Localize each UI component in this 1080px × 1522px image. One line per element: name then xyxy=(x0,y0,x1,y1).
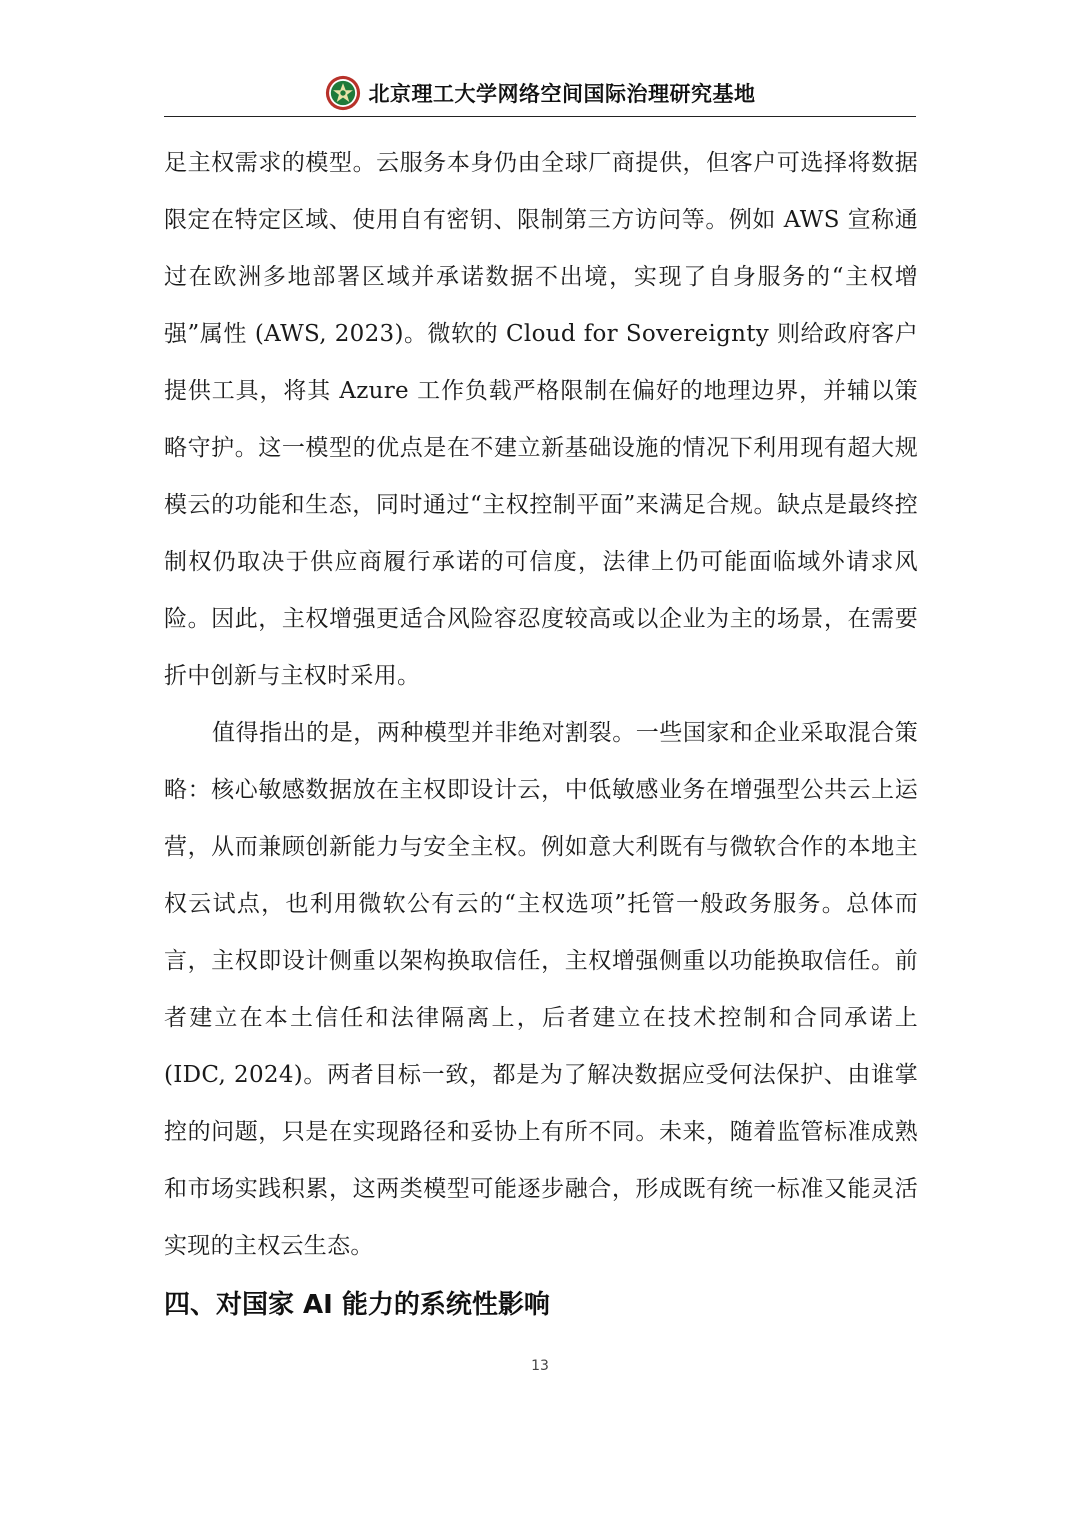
section-heading: 四、对国家 AI 能力的系统性影响 xyxy=(164,1290,550,1320)
body-paragraph: 足主权需求的模型。云服务本身仍由全球厂商提供，但客户可选择将数据限定在特定区域、使用自有密钥、限制第三方访问等。例如 AWS 宣称通过在欧洲多地部署区域并承诺数据不出境，实现了自身服务的“主权增强”属性 (AWS, 2023)。微软的 Cloud for Sovereignty 则给政府客户提供工具，将其 Azure 工作负载严格限制在偏好的地理边界，并辅以策略守护。这一模型的优点是在不建立新基础设施的情况下利用现有超大规模云的功能和生态，同时通过“主权控制平面”来满足合规。缺点是最终控制权仍取决于供应商履行承诺的可信度，法律上仍可能面临域外请求风险。因此，主权增强更适合风险容忍度较高或以企业为主的场景，在需要折中创新与主权时采用。 xyxy=(164,150,918,689)
university-seal-icon xyxy=(325,75,361,111)
header-title: 北京理工大学网络空间国际治理研究基地 xyxy=(368,82,756,106)
body-paragraph: 值得指出的是，两种模型并非绝对割裂。一些国家和企业采取混合策略：核心敏感数据放在主权即设计云，中低敏感业务在增强型公共云上运营，从而兼顾创新能力与安全主权。例如意大利既有与微软合作的本地主权云试点，也利用微软公有云的“主权选项”托管一般政务服务。总体而言，主权即设计侧重以架构换取信任，主权增强侧重以功能换取信任。前者建立在本土信任和法律隔离上，后者建立在技术控制和合同承诺上 (IDC, 2024)。两者目标一致，都是为了解决数据应受何法保护、由谁掌控的问题，只是在实现路径和妥协上有所不同。未来，随着监管标准成熟和市场实践积累，这两类模型可能逐步融合，形成既有统一标准又能灵活实现的主权云生态。 xyxy=(164,720,918,1259)
page-header xyxy=(164,70,916,117)
page-number: 13 xyxy=(531,1358,549,1374)
page-body xyxy=(164,135,918,1333)
